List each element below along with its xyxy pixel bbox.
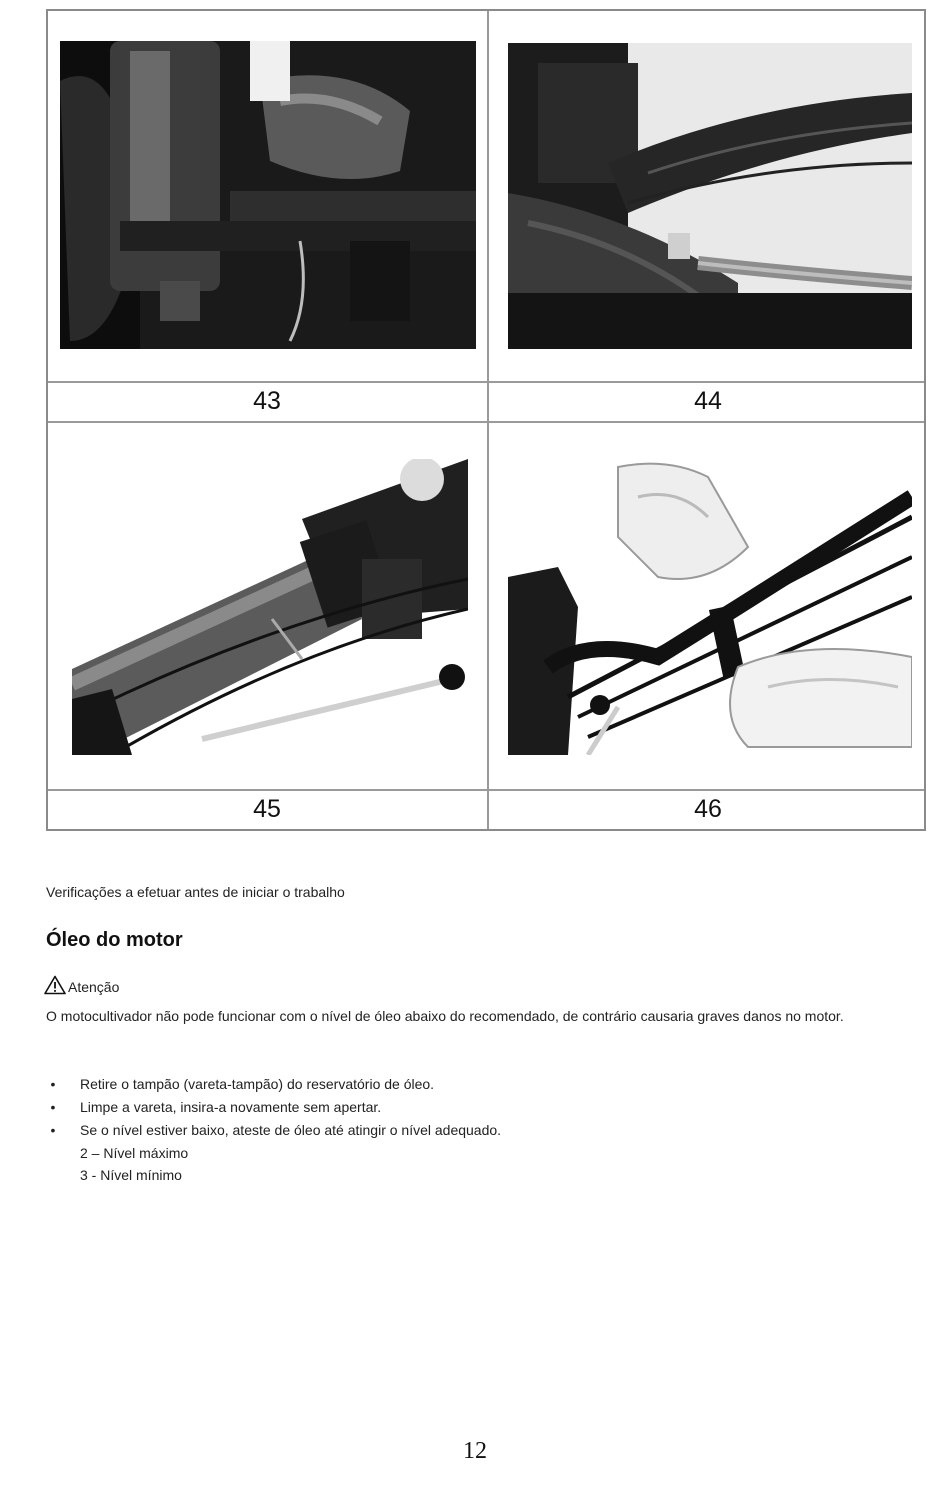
list-item-text: Se o nível estiver baixo, ateste de óleo até atingir o nível adequado. <box>80 1122 502 1138</box>
attention-label: Atenção <box>68 979 120 995</box>
page-number: 12 <box>463 1438 487 1464</box>
grid-divider-vertical <box>487 11 489 829</box>
figure-45-label: 45 <box>253 795 281 823</box>
figure-44-label: 44 <box>694 387 722 415</box>
grid-divider <box>48 421 924 423</box>
list-item <box>46 1073 916 1096</box>
level-min: 3 - Nível mínimo <box>80 1167 182 1183</box>
attention-note <box>44 975 119 995</box>
list-item-text: Limpe a vareta, insira-a novamente sem apertar. <box>80 1099 382 1115</box>
section-title: Óleo do motor <box>46 929 183 951</box>
figure-43-photo <box>60 41 476 349</box>
figure-45-photo <box>72 459 468 755</box>
instruction-list <box>46 1073 916 1186</box>
level-max: 2 – Nível máximo <box>80 1145 189 1161</box>
figure-46-label: 46 <box>694 795 722 823</box>
list-item <box>46 1119 916 1142</box>
figure-grid <box>46 9 926 831</box>
list-item-text: Retire o tampão (vareta-tampão) do reservatório de óleo. <box>80 1076 435 1092</box>
section-intro: Verificações a efetuar antes de iniciar o trabalho <box>46 884 345 900</box>
grid-divider <box>48 381 924 383</box>
bullet-icon: • <box>50 1122 56 1138</box>
bullet-icon: • <box>50 1076 56 1092</box>
figure-43-label: 43 <box>253 387 281 415</box>
grid-divider <box>48 789 924 791</box>
figure-44-photo <box>508 43 912 349</box>
warning-triangle-icon <box>44 975 66 995</box>
bullet-icon: • <box>50 1099 56 1115</box>
figure-46-photo <box>508 457 912 755</box>
list-item <box>46 1096 916 1119</box>
warning-text: O motocultivador não pode funcionar com o nível de óleo abaixo do recomendado, de contrário causaria graves danos no motor. <box>46 1008 844 1024</box>
